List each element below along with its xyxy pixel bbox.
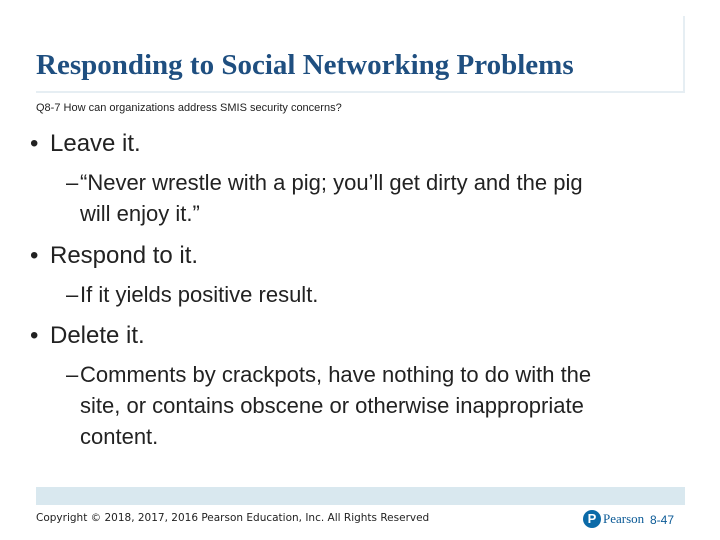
- sub-point-text: “Never wrestle with a pig; you’ll get dirty and the pig: [80, 170, 583, 195]
- sub-point-line: [66, 167, 706, 198]
- slide-title: Responding to Social Networking Problems: [36, 49, 574, 81]
- title-frame-bottom-border: [36, 91, 685, 93]
- bullet-delete-it: [30, 322, 145, 351]
- slide-number: 8-47: [650, 513, 675, 527]
- dash-marker: –: [66, 170, 79, 195]
- bullet-leave-it: [30, 130, 141, 159]
- bullet-marker: •: [30, 242, 39, 269]
- sub-point-text: content.: [80, 424, 159, 449]
- sub-point-line: [66, 279, 706, 310]
- bullet-marker: •: [30, 322, 39, 349]
- dash-marker: –: [66, 362, 79, 387]
- sub-point-text: Comments by crackpots, have nothing to do with the: [80, 362, 592, 387]
- sub-point-pig-quote: [66, 167, 706, 229]
- pearson-logo-wordmark: Pearson: [603, 511, 645, 526]
- footer-bar: [36, 487, 685, 505]
- bullet-respond-to-it: [30, 242, 198, 271]
- dash-marker: –: [66, 282, 79, 307]
- title-frame-right-border: [683, 16, 685, 92]
- copyright-notice: Copyright © 2018, 2017, 2016 Pearson Education, Inc. All Rights Reserved: [36, 512, 430, 524]
- sub-point-text: will enjoy it.”: [80, 201, 200, 226]
- slide-subtitle: Q8-7 How can organizations address SMIS security concerns?: [36, 102, 342, 114]
- sub-point-line: [66, 198, 706, 229]
- sub-point-line: [66, 421, 706, 452]
- sub-point-positive-result: [66, 279, 706, 310]
- bullet-text: Delete it.: [50, 322, 145, 349]
- bullet-text: Leave it.: [50, 130, 141, 157]
- bullet-text: Respond to it.: [50, 242, 199, 269]
- bullet-marker: •: [30, 130, 39, 157]
- pearson-logo-icon: P: [583, 510, 601, 528]
- sub-point-text: If it yields positive result.: [80, 282, 319, 307]
- sub-point-line: [66, 390, 706, 421]
- sub-point-line: [66, 359, 706, 390]
- sub-point-crackpots: [66, 359, 706, 452]
- sub-point-text: site, or contains obscene or otherwise inappropriate: [80, 393, 584, 418]
